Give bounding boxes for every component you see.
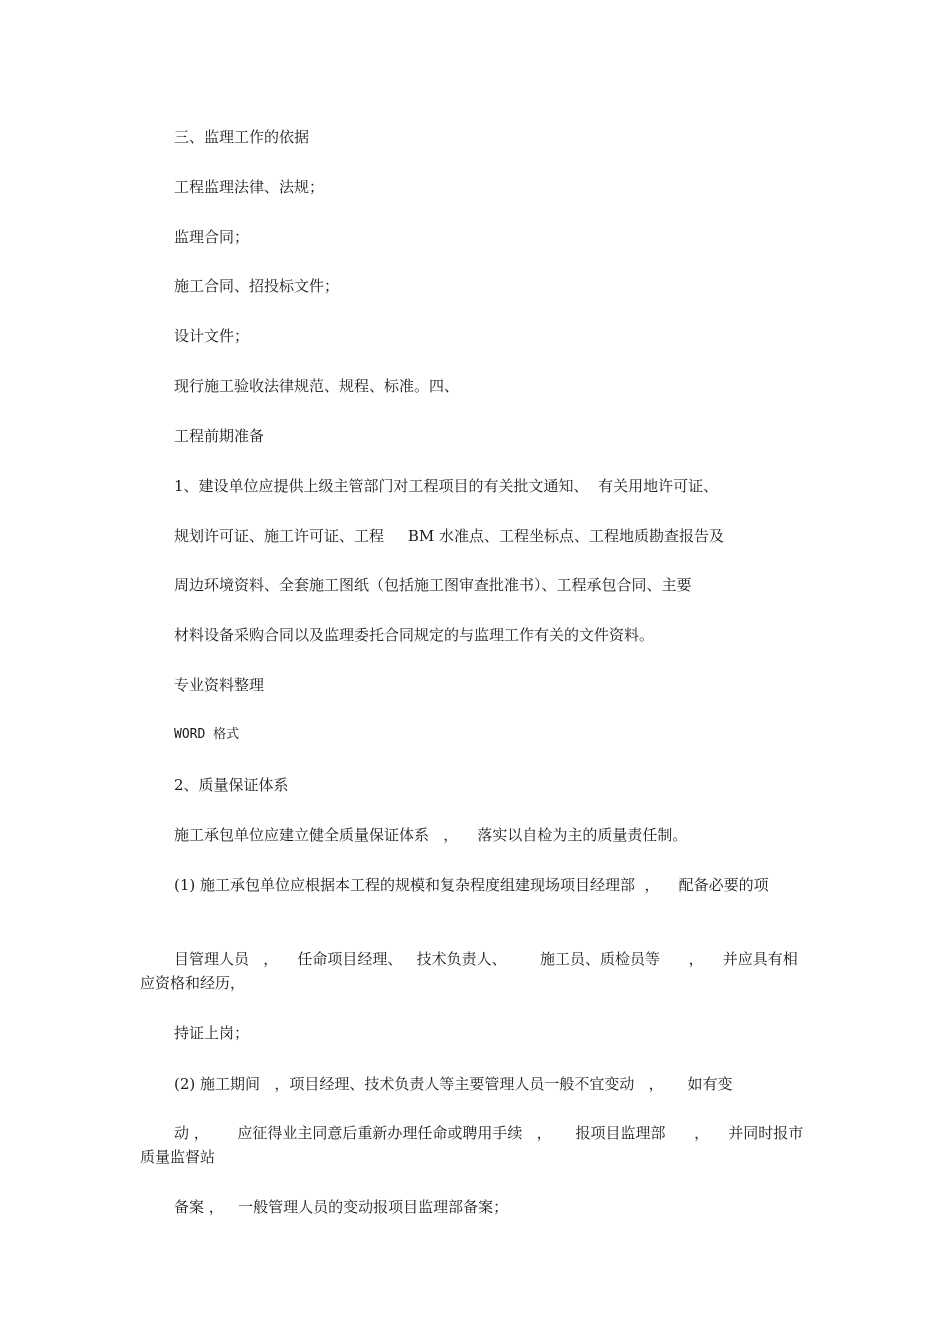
quality-item-1-cont-text: 目管理人员 ， 任命项目经理、 技术负责人、 施工员、质检员等 ， 并应具有相应资格和经历， xyxy=(140,950,798,992)
quality-item-1-text: (1) 施工承包单位应根据本工程的规模和复杂程度组建现场项目经理部 ， 配备必要的项 xyxy=(174,876,769,894)
quality-item-2 xyxy=(140,1072,812,1096)
basis-item-laws: 工程监理法律、法规； xyxy=(174,178,325,196)
quality-item-2-end xyxy=(140,1195,812,1219)
watermark-text-professional: 专业资料整理 xyxy=(174,676,265,694)
paragraph-line: 规划许可证、施工许可证、工程 BM 水准点、工程坐标点、工程地质勘查报告及 xyxy=(174,527,724,545)
watermark-text-word-format: WORD 格式 xyxy=(174,727,240,742)
subsection-heading-quality: 2、质量保证体系 xyxy=(174,776,289,794)
quality-item-1-end-text: 持证上岗； xyxy=(174,1024,250,1042)
paragraph-line: 材料设备采购合同以及监理委托合同规定的与监理工作有关的文件资料。 xyxy=(174,626,655,644)
quality-item-1 xyxy=(140,873,812,897)
paragraph-line: 周边环境资料、全套施工图纸（包括施工图审查批准书）、工程承包合同、主要 xyxy=(174,576,692,594)
quality-item-2-cont xyxy=(140,1121,812,1169)
section-heading-basis: 三、监理工作的依据 xyxy=(174,128,310,146)
quality-item-2-end-text: 备案 ， 一般管理人员的变动报项目监理部备案； xyxy=(174,1198,509,1216)
basis-item-standards: 现行施工验收法律规范、规程、标准。四、 xyxy=(174,377,460,395)
basis-item-design-docs: 设计文件； xyxy=(174,327,250,345)
quality-item-1-cont xyxy=(140,947,812,995)
quality-item-2-text: (2) 施工期间 ，项目经理、技术负责人等主要管理人员一般不宜变动 ， 如有变 xyxy=(174,1075,733,1093)
quality-item-1-end xyxy=(140,1021,812,1045)
basis-item-construction-contract: 施工合同、招投标文件； xyxy=(174,277,340,295)
section-heading-preparation: 工程前期准备 xyxy=(174,427,265,445)
paragraph-line: 施工承包单位应建立健全质量保证体系 ， 落实以自检为主的质量责任制。 xyxy=(174,826,688,844)
basis-item-supervision-contract: 监理合同； xyxy=(174,228,250,246)
paragraph-line: 1、建设单位应提供上级主管部门对工程项目的有关批文通知、 有关用地许可证、 xyxy=(174,477,719,495)
quality-item-2-cont-text: 动 ， 应征得业主同意后重新办理任命或聘用手续 ， 报项目监理部 ， 并同时报市质量监督站 xyxy=(140,1124,804,1166)
